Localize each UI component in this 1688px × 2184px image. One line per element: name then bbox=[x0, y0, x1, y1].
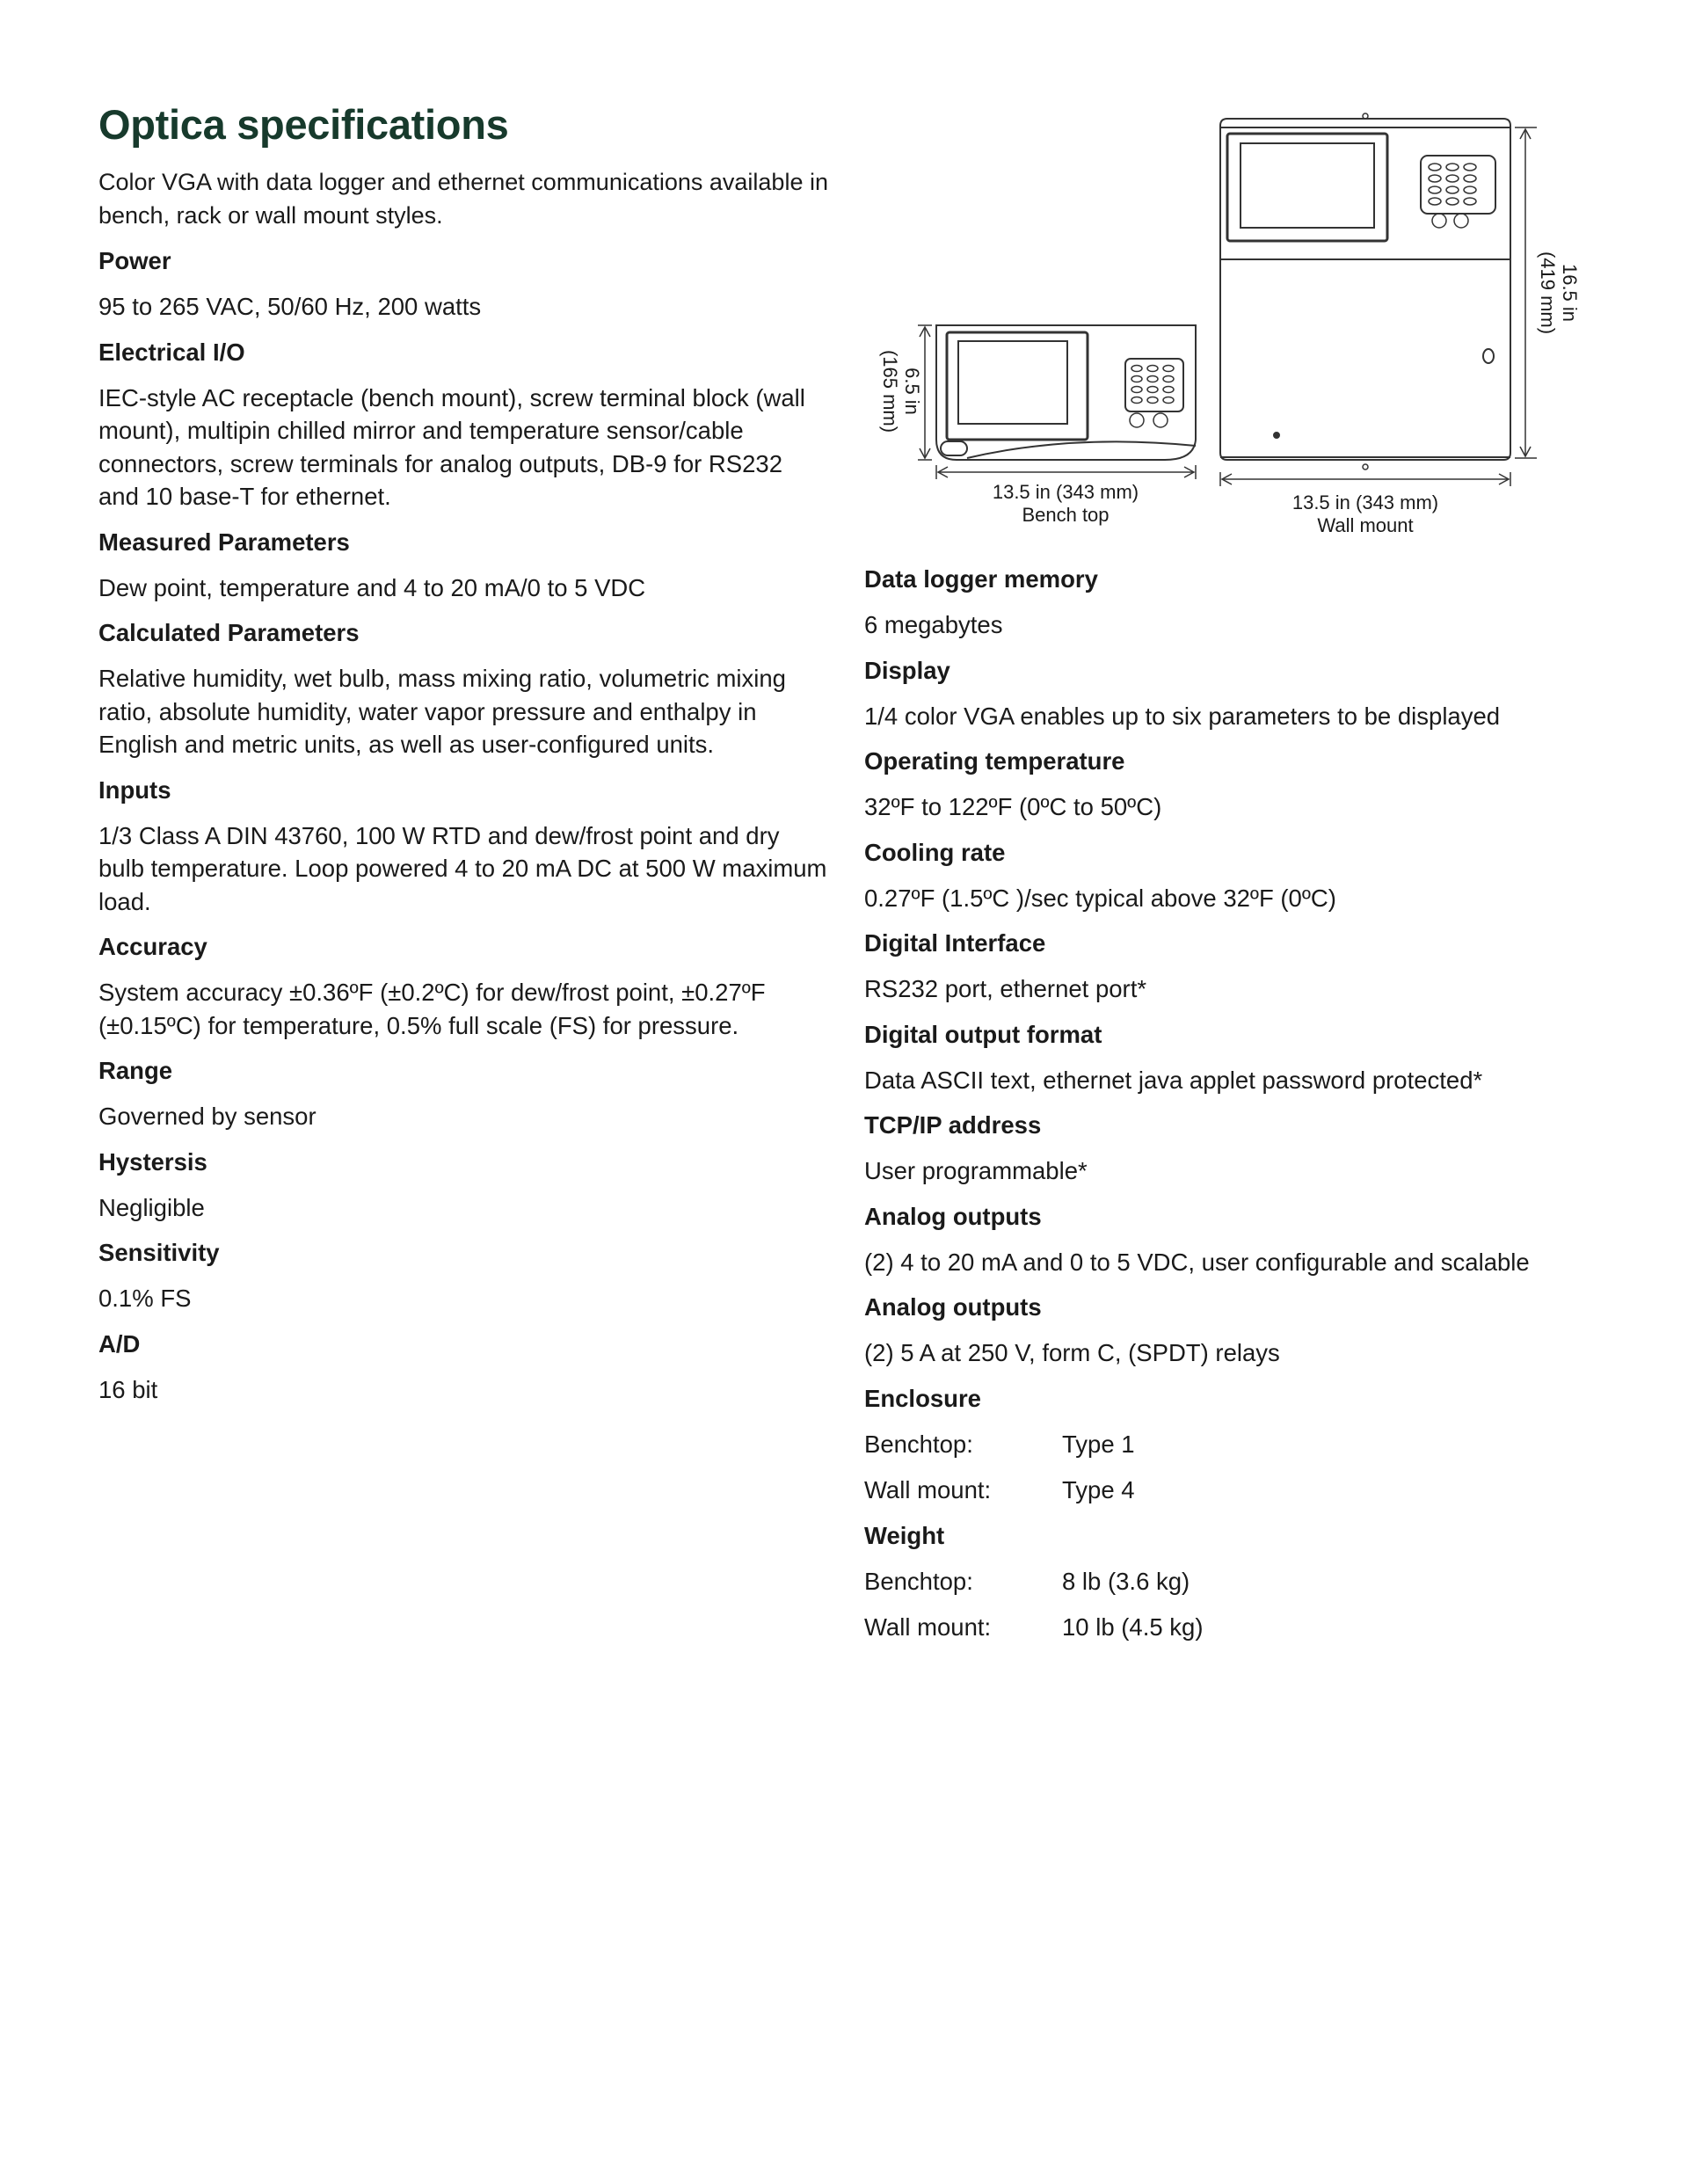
spec-value: 0.27ºF (1.5ºC )/sec typical above 32ºF (0ºC) bbox=[864, 884, 1336, 912]
spec-relay-outputs bbox=[864, 1291, 1585, 1370]
spec-label: Power bbox=[98, 247, 171, 274]
spec-label: Analog outputs bbox=[864, 1202, 1042, 1230]
spec-value: IEC-style AC receptacle (bench mount), screw terminal block (wall mount), multipin chilled mirror and temperature sensor/cable connectors, screw terminals for analog outputs, DB-9 for RS232 and 10 base-T for ethernet. bbox=[98, 383, 805, 510]
spec-label: Weight bbox=[864, 1521, 945, 1549]
spec-label: Display bbox=[864, 656, 950, 684]
right-column bbox=[864, 563, 1585, 1656]
spec-label: Hystersis bbox=[98, 1147, 207, 1176]
spec-value: 32ºF to 122ºF (0ºC to 50ºC) bbox=[864, 793, 1162, 820]
spec-value: User programmable* bbox=[864, 1157, 1088, 1184]
wall-mount-unit bbox=[1220, 113, 1510, 470]
spec-label: A/D bbox=[98, 1329, 141, 1358]
spec-hysteresis bbox=[98, 1146, 828, 1225]
wall-height-mm-label: (419 mm) bbox=[1537, 251, 1559, 335]
bench-top-caption: Bench top bbox=[1022, 504, 1110, 526]
spec-label: Analog outputs bbox=[864, 1293, 1042, 1321]
spec-label: Electrical I/O bbox=[98, 338, 245, 366]
bench-width-arrow bbox=[936, 465, 1196, 479]
bench-width-label: 13.5 in (343 mm) bbox=[992, 481, 1139, 503]
dimension-drawing-svg bbox=[862, 110, 1582, 550]
spec-value: 1/3 Class A DIN 43760, 100 W RTD and dew/frost point and dry bulb temperature. Loop powered 4 to 20 mA DC at 500 W maximum load. bbox=[98, 821, 827, 915]
spec-label: Accuracy bbox=[98, 933, 207, 960]
spec-cooling-rate bbox=[864, 836, 1585, 915]
wall-width-arrow bbox=[1220, 472, 1510, 486]
spec-calculated-parameters bbox=[98, 616, 828, 761]
spec-ad bbox=[98, 1328, 828, 1407]
spec-label: Data logger memory bbox=[864, 565, 1098, 593]
row-key: Benchtop: bbox=[864, 1430, 973, 1458]
spec-label: Cooling rate bbox=[864, 838, 1006, 866]
dimension-drawing bbox=[862, 110, 1582, 550]
spec-label: Sensitivity bbox=[98, 1239, 220, 1266]
spec-label: Measured Parameters bbox=[98, 528, 350, 556]
spec-label: TCP/IP address bbox=[864, 1111, 1042, 1139]
spec-value: 16 bit bbox=[98, 1375, 158, 1403]
enclosure-row bbox=[864, 1428, 1585, 1461]
page-title: Optica specifications bbox=[98, 101, 509, 148]
spec-electrical-io bbox=[98, 336, 828, 513]
spec-digital-output-format bbox=[864, 1018, 1585, 1097]
spec-data-logger-memory bbox=[864, 563, 1585, 642]
row-key: Wall mount: bbox=[864, 1613, 992, 1641]
spec-value: Data ASCII text, ethernet java applet password protected* bbox=[864, 1066, 1483, 1094]
row-value: 10 lb (4.5 kg) bbox=[1062, 1613, 1204, 1641]
spec-label: Digital output format bbox=[864, 1020, 1102, 1048]
row-value: Type 4 bbox=[1062, 1475, 1135, 1503]
spec-value: System accuracy ±0.36ºF (±0.2ºC) for dew/frost point, ±0.27ºF (±0.15ºC) for temperature, 0.5% full scale (FS) for pressure. bbox=[98, 979, 766, 1039]
spec-enclosure bbox=[864, 1382, 1585, 1507]
spec-label: Inputs bbox=[98, 775, 171, 804]
spec-value: 1/4 color VGA enables up to six parameters to be displayed bbox=[864, 702, 1501, 730]
row-key: Wall mount: bbox=[864, 1475, 992, 1503]
spec-operating-temperature bbox=[864, 745, 1585, 824]
weight-row bbox=[864, 1611, 1585, 1644]
row-key: Benchtop: bbox=[864, 1567, 973, 1595]
spec-value: (2) 4 to 20 mA and 0 to 5 VDC, user configurable and scalable bbox=[864, 1248, 1530, 1276]
bench-height-label: 6.5 in bbox=[901, 368, 923, 415]
spec-label: Calculated Parameters bbox=[98, 619, 360, 646]
spec-value: 6 megabytes bbox=[864, 611, 1003, 638]
wall-width-label: 13.5 in (343 mm) bbox=[1291, 491, 1439, 513]
spec-label: Operating temperature bbox=[864, 747, 1125, 775]
enclosure-row bbox=[864, 1474, 1585, 1507]
spec-value: Negligible bbox=[98, 1193, 205, 1221]
spec-value: Relative humidity, wet bulb, mass mixing ratio, volumetric mixing ratio, absolute humidity, water vapor pressure and enthalpy in English and metric units, as well as user-configured units. bbox=[98, 665, 786, 758]
spec-weight bbox=[864, 1519, 1585, 1644]
bench-top-unit bbox=[936, 325, 1196, 460]
spec-value: Dew point, temperature and 4 to 20 mA/0 to 5 VDC bbox=[98, 573, 646, 601]
spec-accuracy bbox=[98, 930, 828, 1042]
spec-measured-parameters bbox=[98, 526, 828, 605]
intro-text: Color VGA with data logger and ethernet communications available in bench, rack or wall mount styles. bbox=[98, 169, 828, 229]
spec-label: Enclosure bbox=[864, 1384, 981, 1412]
spec-range bbox=[98, 1054, 828, 1133]
weight-row bbox=[864, 1565, 1585, 1598]
spec-label: Range bbox=[98, 1057, 173, 1084]
row-value: Type 1 bbox=[1062, 1430, 1135, 1458]
bench-height-mm-label: (165 mm) bbox=[879, 349, 901, 433]
spec-value: (2) 5 A at 250 V, form C, (SPDT) relays bbox=[864, 1339, 1280, 1366]
spec-display bbox=[864, 654, 1585, 733]
spec-analog-outputs bbox=[864, 1200, 1585, 1279]
spec-value: 0.1% FS bbox=[98, 1285, 192, 1312]
spec-digital-interface bbox=[864, 927, 1585, 1006]
wall-height-label: 16.5 in bbox=[1559, 263, 1581, 323]
left-column bbox=[98, 97, 828, 1418]
spec-power bbox=[98, 244, 828, 324]
spec-sensitivity bbox=[98, 1236, 828, 1315]
spec-tcp-ip-address bbox=[864, 1109, 1585, 1188]
row-value: 8 lb (3.6 kg) bbox=[1062, 1567, 1190, 1595]
spec-value: Governed by sensor bbox=[98, 1103, 316, 1130]
spec-value: 95 to 265 VAC, 50/60 Hz, 200 watts bbox=[98, 293, 482, 320]
wall-mount-caption: Wall mount bbox=[1317, 514, 1414, 536]
wall-height-arrow bbox=[1515, 127, 1537, 458]
spec-inputs bbox=[98, 774, 828, 919]
spec-label: Digital Interface bbox=[864, 929, 1046, 957]
spec-value: RS232 port, ethernet port* bbox=[864, 975, 1147, 1002]
